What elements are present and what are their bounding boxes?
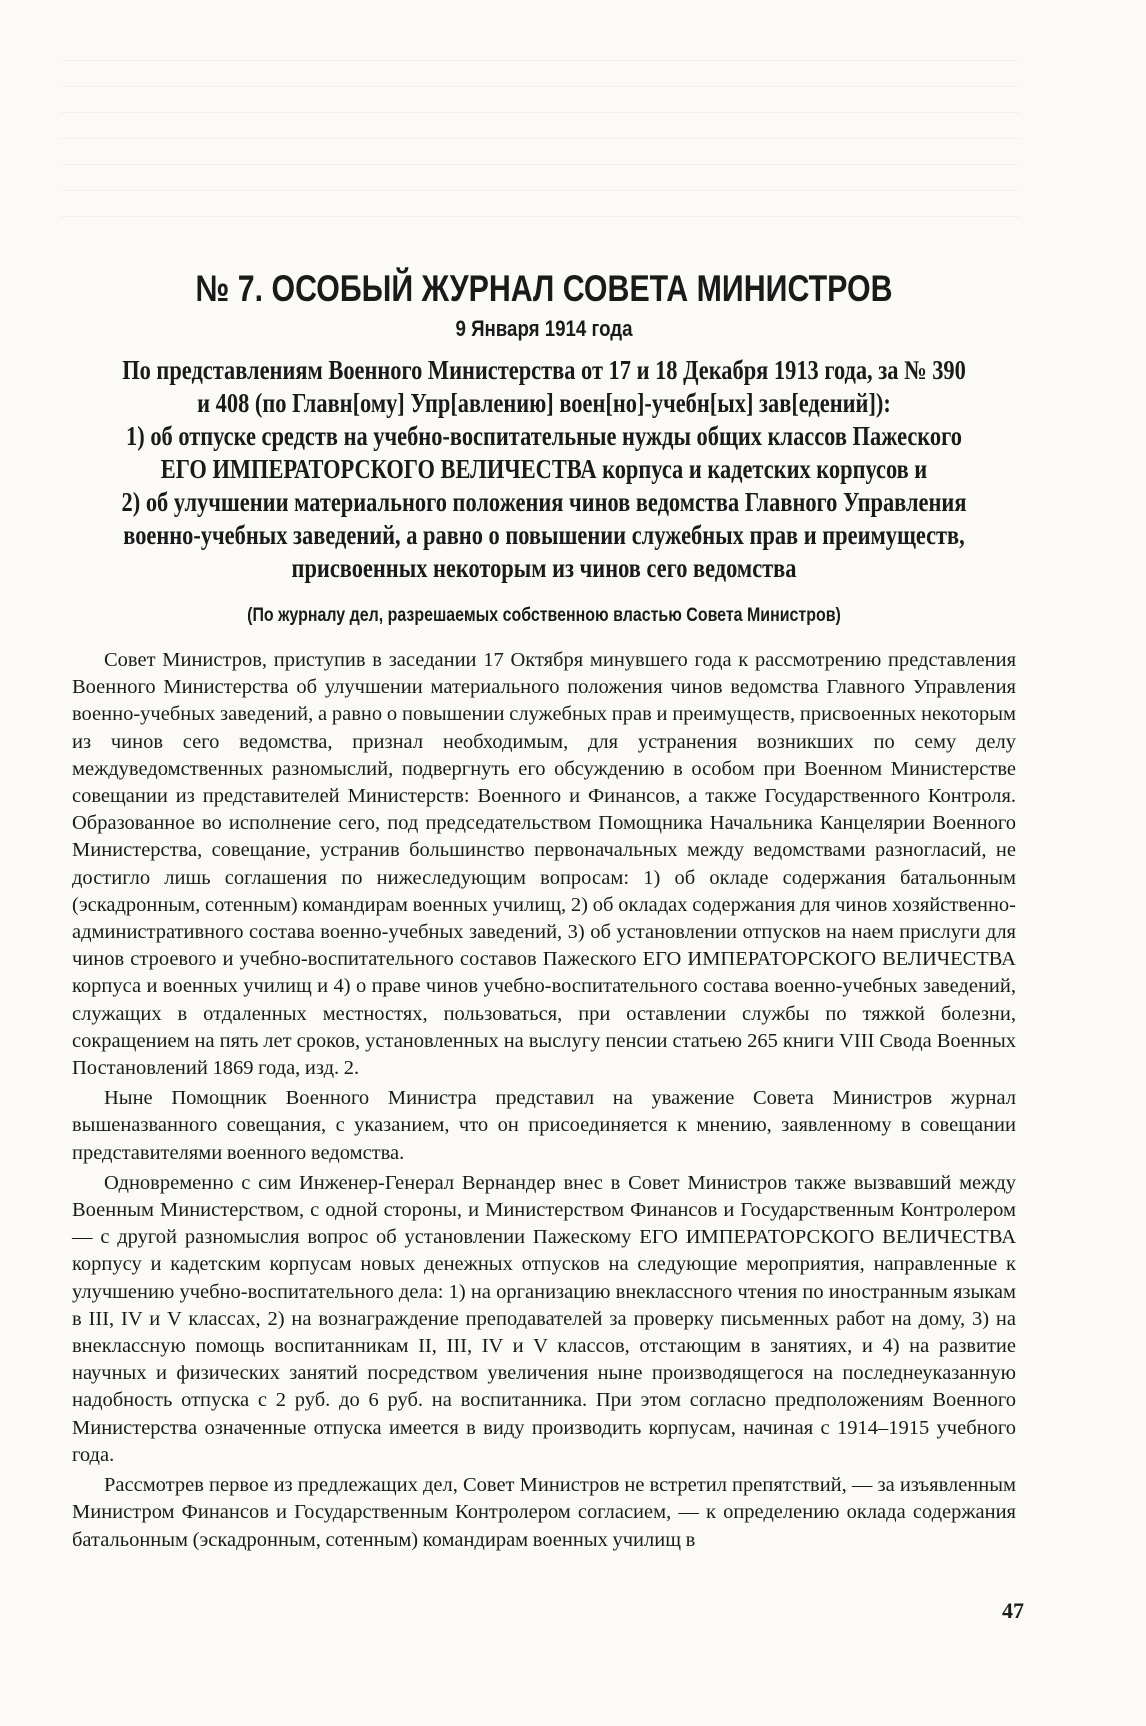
paragraph: Рассмотрев первое из предлежащих дел, Совет Министров не встретил препятствий, — за изъявленным Министром Финансов и Государственным Контролером согласием, — к определению оклада содержания батальонным (эскадронным, сотенным) командирам военных училищ в: [72, 1474, 1016, 1551]
document-page: [72, 268, 1016, 1554]
subject-line: ЕГО ИМПЕРАТОРСКОГО ВЕЛИЧЕСТВА корпуса и кадетских корпусов и: [160, 454, 928, 484]
subject-line: присвоенных некоторым из чинов сего ведомства: [291, 553, 797, 583]
subject-line: По представлениям Военного Министерства от 17 и 18 Декабря 1913 года, за № 390: [122, 355, 966, 385]
page-number: 47: [1002, 1598, 1024, 1623]
subject-line: 2) об улучшении материального положения чинов ведомства Главного Управления: [121, 487, 967, 517]
subject-line: 1) об отпуске средств на учебно-воспитательные нужды общих классов Пажеского: [126, 421, 962, 451]
subject-line: военно-учебных заведений, а равно о повышении служебных прав и преимуществ,: [123, 520, 965, 550]
show-through-text: [60, 60, 1020, 240]
paragraph: Одновременно с сим Инженер-Генерал Вернандер внес в Совет Министров также вызвавший между Военным Министерством, с одной стороны, и Министерством Финансов и Государственным Контролером — с другой разномыслия вопрос об установлении Пажескому ЕГО ИМПЕРАТОРСКОГО ВЕЛИЧЕСТВА корпусу и кадетским корпусам новых денежных отпусков на следующие мероприятия, направленные к улучшению учебно-воспитательного дела: 1) на организацию внеклассного чтения по иностранным языкам в III, IV и V классах, 2) на вознаграждение преподавателей за проверку письменных работ на дому, 3) на внеклассную помощь воспитанникам II, III, IV и V классов, отстающим в занятиях, и 4) на развитие научных и физических занятий посредством увеличения ныне производящегося на последнеуказанную надобность отпуска с 2 руб. до 6 руб. на воспитанника. При этом согласно предположениям Военного Министерства означенные отпуска имеется в виду производить корпусам, начиная с 1914–1915 учебного года.: [72, 1171, 1016, 1466]
subject-heading: [75, 354, 1013, 585]
journal-note: (По журналу дел, разрешаемых собственною властью Совета Министров): [247, 605, 841, 626]
subject-line: и 408 (по Главн[ому] Упр[авлению] воен[но]-учебн[ых] зав[едений]):: [197, 388, 891, 418]
document-date: 9 Января 1914 года: [455, 316, 633, 341]
paragraph: Совет Министров, приступив в заседании 17 Октября минувшего года к рассмотрению представления Военного Министерства об улучшении материального положения чинов ведомства Главного Управления военно-учебных заведений, а равно о повышении служебных прав и преимуществ, присвоенных некоторым из чинов сего ведомства, признал необходимым, для устранения возникших по сему делу междуведомственных разномыслий, подвергнуть его обсуждению в особом при Военном Министерстве совещании из представителей Министерств: Военного и Финансов, а также Государственного Контроля. Образованное во исполнение сего, под председательством Помощника Начальника Канцелярии Военного Министерства, совещание, устранив большинство первоначальных между ведомствами разногласий, не достигло лишь соглашения по нижеследующим вопросам: 1) об окладе содержания батальонным (эскадронным, сотенным) командирам военных училищ, 2) об окладах содержания для чинов хозяйственно-административного состава военно-учебных заведений, 3) об установлении отпусков на наем прислуги для чинов строевого и учебно-воспитательного составов Пажеского ЕГО ИМПЕРАТОРСКОГО ВЕЛИЧЕСТВА корпуса и военных училищ и 4) о праве чинов учебно-воспитательного состава военно-учебных заведений, служащих в отдаленных местностях, пользоваться, при оставлении службы по тяжкой болезни, сокращением на пять лет сроков, установленных на выслугу пенсии статьею 265 книги VIII Свода Военных Постановлений 1869 года, изд. 2.: [72, 649, 1016, 1080]
paragraph: Ныне Помощник Военного Министра представил на уважение Совета Министров журнал вышеназванного совещания, с указанием, что он присоединяется к мнению, заявленному в совещании представителями военного ведомства.: [72, 1087, 1016, 1164]
body-text: [72, 647, 1016, 1554]
page-title: № 7. ОСОБЫЙ ЖУРНАЛ СОВЕТА МИНИСТРОВ: [195, 268, 893, 309]
